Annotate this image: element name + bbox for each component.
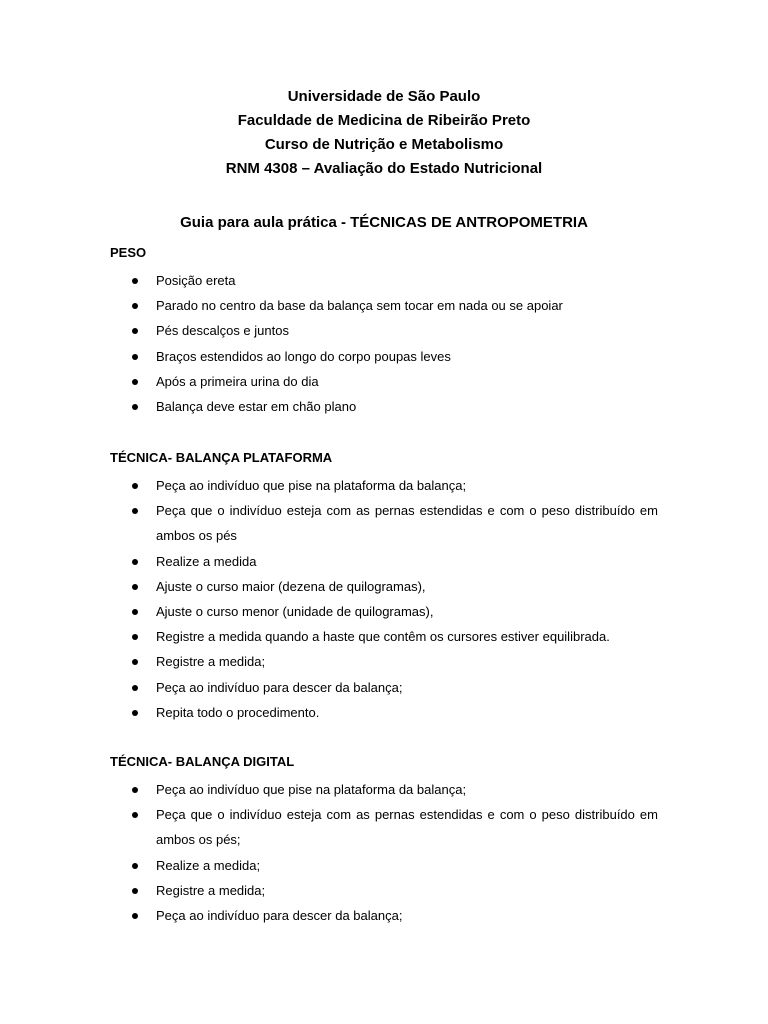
list-item xyxy=(110,344,658,369)
section-balanca-digital xyxy=(110,753,658,928)
list-item-text: Ajuste o curso menor (unidade de quilogramas), xyxy=(156,604,434,620)
bullet-icon xyxy=(132,508,138,514)
bullet-icon xyxy=(132,685,138,691)
bullet-icon xyxy=(132,303,138,309)
list-item xyxy=(110,802,658,852)
list-item-text: Registre a medida; xyxy=(156,654,266,670)
section-peso xyxy=(110,244,658,419)
list-item-text: Realize a medida xyxy=(156,553,257,569)
bullet-icon xyxy=(132,404,138,410)
list-item-text: Registre a medida; xyxy=(156,882,266,898)
list-item-text: Realize a medida; xyxy=(156,857,261,873)
list-item-text: Registre a medida quando a haste que contêm os cursores estiver equilibrada. xyxy=(156,629,610,645)
faculty-name: Faculdade de Medicina de Ribeirão Preto xyxy=(237,112,531,129)
list-item-text: Repita todo o procedimento. xyxy=(156,704,320,720)
document-header xyxy=(0,85,768,181)
list-item xyxy=(110,574,658,599)
list-item xyxy=(110,498,658,548)
list-item-text: Peça ao indivíduo que pise na plataforma da balança; xyxy=(156,782,467,797)
list-item xyxy=(110,394,658,419)
list-item xyxy=(110,700,658,725)
list-item xyxy=(110,903,658,928)
list-item-text: Posição ereta xyxy=(156,273,236,288)
list-item xyxy=(110,777,658,802)
list-item-text: Peça que o indivíduo esteja com as pernas estendidas e com o peso distribuído em ambos os pés xyxy=(156,503,658,544)
bullet-list xyxy=(110,473,658,725)
bullet-icon xyxy=(132,634,138,640)
bullet-icon xyxy=(132,584,138,590)
bullet-list xyxy=(110,777,658,928)
list-item xyxy=(110,649,658,674)
bullet-icon xyxy=(132,278,138,284)
list-item-text: Pés descalços e juntos xyxy=(156,323,289,339)
list-item-text: Braços estendidos ao longo do corpo poupas leves xyxy=(156,348,451,364)
bullet-icon xyxy=(132,379,138,385)
bullet-icon xyxy=(132,863,138,869)
list-item xyxy=(110,293,658,318)
bullet-icon xyxy=(132,787,138,793)
bullet-icon xyxy=(132,328,138,334)
list-item-text: Peça que o indivíduo esteja com as pernas estendidas e com o peso distribuído em ambos os pés; xyxy=(156,807,658,848)
bullet-icon xyxy=(132,483,138,489)
bullet-icon xyxy=(132,888,138,894)
list-item-text: Após a primeira urina do dia xyxy=(156,373,319,389)
list-item xyxy=(110,473,658,498)
list-item xyxy=(110,318,658,343)
list-item xyxy=(110,878,658,903)
bullet-icon xyxy=(132,354,138,360)
bullet-icon xyxy=(132,659,138,665)
list-item xyxy=(110,675,658,700)
list-item xyxy=(110,549,658,574)
bullet-icon xyxy=(132,913,138,919)
bullet-icon xyxy=(132,559,138,565)
bullet-icon xyxy=(132,609,138,615)
list-item xyxy=(110,853,658,878)
bullet-icon xyxy=(132,710,138,716)
list-item-text: Peça ao indivíduo para descer da balança; xyxy=(156,908,403,924)
list-item-text: Peça ao indivíduo que pise na plataforma da balança; xyxy=(156,478,467,493)
list-item-text: Ajuste o curso maior (dezena de quilogramas), xyxy=(156,578,426,594)
list-item-text: Parado no centro da base da balança sem tocar em nada ou se apoiar xyxy=(156,298,563,314)
university-name: Universidade de São Paulo xyxy=(287,88,481,105)
discipline-name: RNM 4308 – Avaliação do Estado Nutricional xyxy=(225,160,543,177)
guide-title: Guia para aula prática - TÉCNICAS DE ANTROPOMETRIA xyxy=(180,214,588,231)
section-heading: TÉCNICA- BALANÇA DIGITAL xyxy=(110,754,295,769)
section-heading: TÉCNICA- BALANÇA PLATAFORMA xyxy=(110,450,333,465)
bullet-icon xyxy=(132,812,138,818)
section-heading: PESO xyxy=(110,245,147,260)
course-name: Curso de Nutrição e Metabolismo xyxy=(264,136,504,153)
list-item-text: Peça ao indivíduo para descer da balança; xyxy=(156,679,403,695)
section-balanca-plataforma xyxy=(110,449,658,725)
list-item xyxy=(110,369,658,394)
bullet-list xyxy=(110,268,658,419)
list-item-text: Balança deve estar em chão plano xyxy=(156,399,357,415)
list-item xyxy=(110,624,658,649)
list-item xyxy=(110,599,658,624)
list-item xyxy=(110,268,658,293)
